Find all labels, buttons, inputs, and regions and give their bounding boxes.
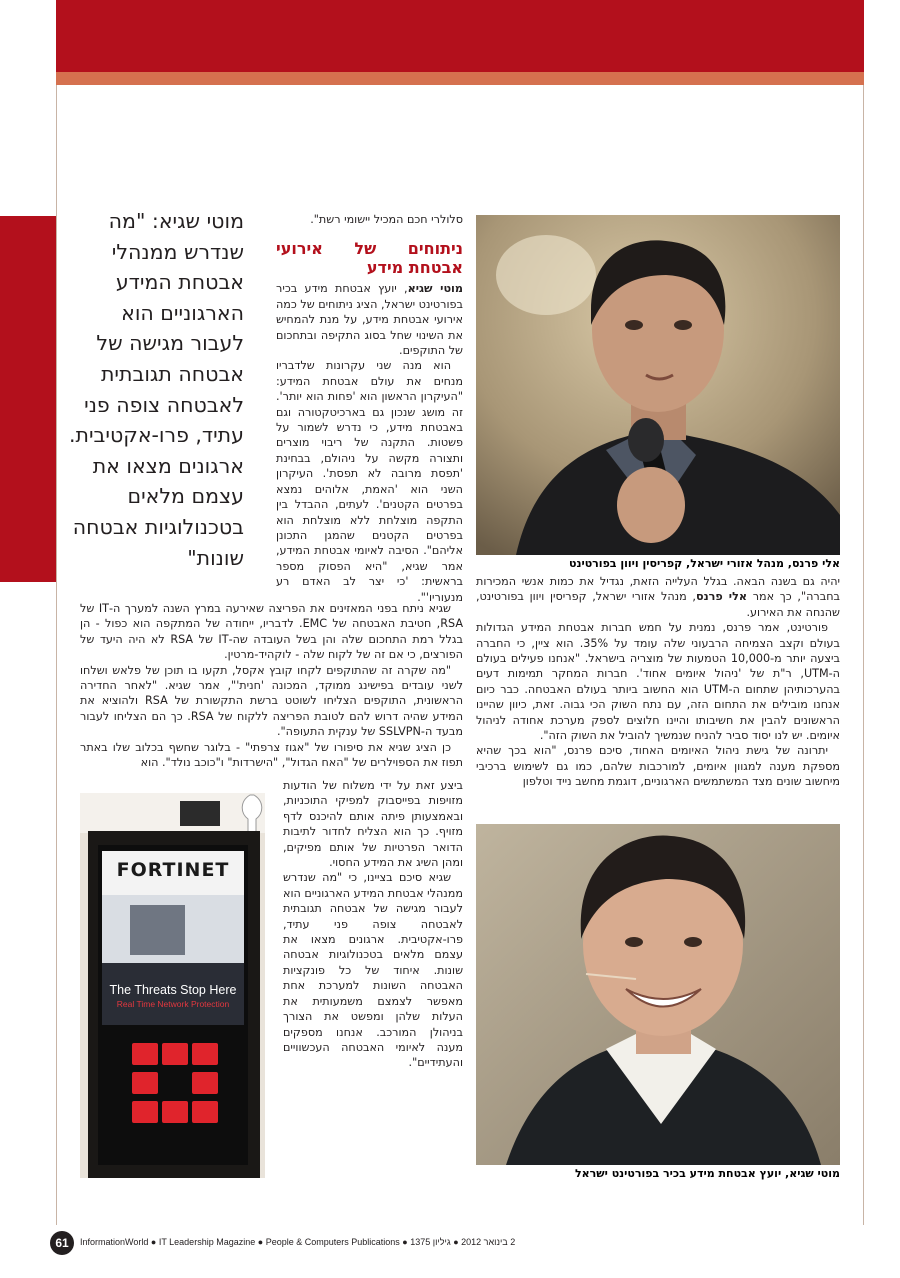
podium-subline: Real Time Network Protection: [116, 999, 230, 1009]
header-red-band: [56, 0, 864, 72]
paragraph: שגיא ניתח בפני המאזינים את הפריצה שאירעה במרץ השנה למערך ה-IT של RSA, חטיבת האבטחה של EMC. לדבריו, ייחודה של המתקפה הוא כפול - הן בגלל רמת התחכום שלה והן בשל העובדה שה-IT של RSA לא היה היעד של הפורצים, כי אם זה של לקוח שלה - לוקהיד-מרטין.: [80, 602, 463, 662]
footer-pub-people: People & Computers Publications: [265, 1237, 400, 1247]
text-run: יהיה גם בשנה הבאה. בגלל העלייה הזאת, נגדיל את כמות אנשי המכירות בחברה", כך אמר: [476, 575, 840, 604]
podium-brand: FORTINET: [116, 859, 230, 881]
portrait-speaker-microphone: [476, 215, 840, 555]
article-column-narrow: [283, 778, 463, 1071]
fortinet-logo-icon: [132, 1043, 218, 1123]
photo-eli-prens: [476, 215, 840, 555]
footer-pub-itleadership: IT Leadership Magazine: [158, 1237, 256, 1247]
paragraph: [476, 574, 840, 620]
paragraph: שגיא סיכם בציינו, כי "מה שנדרש ממנהלי אבטחת המידע הארגוניים הוא לעבור מגישה של אבטחה תגובתית לאבטחה צופה פני עתיד, פרו-אקטיבית. ארגונים מצאו את עצמם מלאים בטכנולוגיות אבטחה שונות. איחוד של כל פונקציות האבטחה השונות למערכת אחת מאפשר לצמצם משמעותית את העלות שלהן ומפשט את הצורך בניהולן המורכב. אנחנו מספקים מענה לאיומי האבטחה העכשוויים והעתידיים".: [283, 871, 463, 1070]
pull-quote: מוטי שגיא: "מה שנדרש ממנהלי אבטחת המידע הארגוניים הוא לעבור מגישה של אבטחה תגובתית לאבטחה צופה פני עתיד, פרו-אקטיבית. ארגונים מצאו את עצמם מלאים בטכנולוגיות אבטחה שונות": [68, 209, 244, 570]
text-run: , מנהל אזורי ישראל, קפריסין ויוון בפורטינט, שהנחה את האירוע.: [476, 590, 840, 619]
footer-date: 2 בינואר 2012: [461, 1237, 516, 1247]
footer-publications: [80, 1237, 515, 1247]
text-run: , יועץ אבטחת מידע בכיר בפורטינט ישראל, הציג ניתוחים של כמה אירועי אבטחת מידע, על מנת להמחיש את השינוי שחל בסוג התקיפה ובתחכום של התוקפים.: [275, 282, 463, 358]
footer-issue: גיליון 1375: [410, 1237, 451, 1247]
bullet: ●: [402, 1237, 411, 1247]
paragraph: סלולרי חכם המכיל יישומי רשת".: [310, 213, 463, 226]
paragraph: [276, 281, 463, 358]
paragraph: "מה שקרה זה שהתוקפים לקחו קובץ אקסל, תקעו בו תוכן של פלאש ושלחו לשני עובדים בפישינג ממוקד, המכונה 'חנית'", אמר שגיא. "לאחר החדירה הראשונית, התוקפים הצליחו לשוטט ברשת התקשורת של RSA ולהוציא את המידע שהיה דרוש להם לטובת הפריצה ללקוח של RSA. כך הם הצליחו לעבור מבעד ה-SSLVPN של ענקית התעופה".: [80, 663, 464, 739]
person-name: אלי פרנס: [695, 590, 747, 604]
side-red-tab: [0, 216, 56, 582]
photo-fortinet-podium: [80, 793, 265, 1178]
caption-photo1: אלי פרנס, מנהל אזורי ישראל, קפריסין ויוון בפורטינט: [569, 557, 840, 570]
caption-photo2: מוטי שגיא, יועץ אבטחת מידע בכיר בפורטינט ישראל: [575, 1167, 840, 1180]
paragraph: כן הציג שגיא את סיפורו של "אגוז צרפתי" - בלוגר שחשף בכלוב שלו באתר תפוז את הספוילרים של "האח הגדול", "הישרדות" ו"כוכב נולד". הוא: [80, 740, 463, 770]
bullet: ●: [150, 1237, 159, 1247]
bullet: ●: [450, 1237, 459, 1247]
paragraph: פורטינט, אמר פרנס, נמנית על חמש חברות אבטחת המידע הגדולות בעולם וקצב הצמיחה הרבעוני שלה עומד על 35%. הוא ציין, כי החברה ביצעה יותר מ-10,000 הטמעות של מוצריה בישראל. "אנחנו פעילים בעולם ה-UTM, ר"ת של 'ניהול איומים אחוד'. חברות המחקר תמימות דעים בהערכותיהן שתחום ה-UTM הוא החשוב ביותר בעולם האבטחה. כבר כיום אנחנו מובילים את התחום הזה, עם נתח השוק הכי גבוה. זאת, כיוון שהיינו הראשונים להבין את חשיבותו והיינו חלוצים לספק מערכת אחודה לניהול איומים. יש לנו יסוד סביר להניח שנמשיך להוביל את השוק הזה".: [476, 621, 841, 743]
paragraph: ביצע זאת על ידי משלוח של הודעות מזויפות בפייסבוק למפיקי התוכניות, ובאמצעותן פיתה אותם להיכנס לדף מזויף. כך הוא הצליח לחדור לתיבות הדואר הפרטיות של אותם מפיקים, ומהן השיג את המידע החסוי.: [283, 779, 463, 870]
section-heading: ניתוחים של אירועי אבטחת מידע: [276, 239, 463, 278]
bullet: ●: [257, 1237, 266, 1247]
header-orange-stripe: [56, 72, 864, 85]
person-name: מוטי שגיא: [407, 282, 463, 296]
footer-pub-infoworld: InformationWorld: [80, 1237, 149, 1247]
article-column-right: [476, 574, 840, 790]
article-column-middle: [276, 212, 463, 605]
podium-slogan: The Threats Stop Here: [109, 983, 237, 997]
photo-moti-sagi: [476, 824, 840, 1165]
page-number: 61: [50, 1231, 74, 1255]
portrait-smiling-man: [476, 824, 840, 1165]
article-wide-block: [80, 601, 463, 770]
paragraph: הוא מנה שני עקרונות שלדבריו מנחים את עולם אבטחת המידע: "העיקרון הראשון הוא 'פחות הוא יותר'. זה מושג שנכון גם בארכיטקטורה וגם באבטחת מידע, כי נדרש לשמור על פשטות. התקנה של ריבוי מוצרים ותצורה מקשה על ניהולם, בבחינת 'תפסת מרובה לא תפסת'. העיקרון השני הוא 'האמת, אלוהים נמצא בפרטים הקטנים'. לעתים, ההבדל בין התקפה מוצלחת ללא מוצלחת הוא בפרטים הקטנים שהמגן התכונן אליהם". הסיבה לאיומי אבטחת המידע, אמר שגיא, "היא הפסוק מספר בראשית: 'כי יצר לב האדם רע מנעוריו'".: [276, 359, 463, 604]
paragraph: יתרונה של גישת ניהול האיומים האחוד, סיכם פרנס, "הוא בכך שהיא מספקת מענה למגוון איומים, למורכבות שלהם, כמו גם לשימוש ברכיבי מיחשוב שונים מצד המשתמשים הארגוניים, דוגמת מחשב נייד וטלפון: [476, 744, 840, 789]
